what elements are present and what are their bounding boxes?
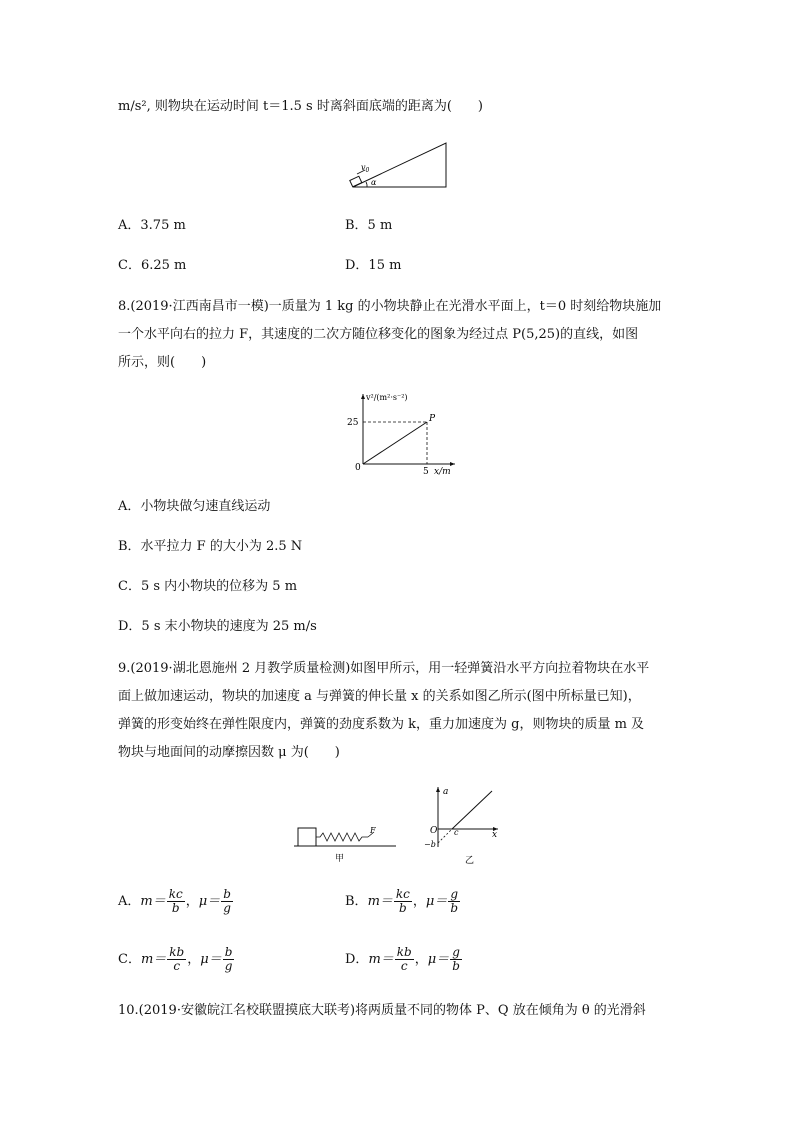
block-icon (298, 828, 316, 846)
q9-stem-line-4: 物块与地面间的动摩擦因数 μ 为( ) (118, 745, 340, 760)
q8-option-a[interactable]: A．小物块做匀速直线运动 (118, 499, 271, 514)
force-label: F (370, 826, 376, 835)
incline-figure (345, 138, 451, 194)
x-axis-label: x (492, 830, 498, 840)
origin-label: 0 (355, 463, 361, 473)
block-icon (350, 176, 362, 187)
figure-jia-caption: 甲 (335, 854, 345, 864)
q7-stem-tail: m/s², 则物块在运动时间 t＝1.5 s 时离斜面底端的距离为( ) (118, 99, 483, 114)
q9-option-a[interactable]: A．m＝ $\frac{kc}{b}$ ，μ＝ $\frac{b}{g}$ (118, 887, 231, 915)
v2-x-graph (335, 390, 460, 478)
q9-option-c[interactable]: C．m＝ $\frac{kb}{c}$ ，μ＝ $\frac{b}{g}$ (118, 945, 233, 973)
q7-option-b[interactable]: B．5 m (345, 218, 393, 233)
q7-option-a[interactable]: A．3.75 m (118, 218, 186, 233)
q9-stem-line-3: 弹簧的形变始终在弹性限度内，弹簧的劲度系数为 k，重力加速度为 g，则物块的质量 m 及 (118, 717, 645, 732)
a-axis-label: a (443, 787, 449, 797)
q7-option-c[interactable]: C．6.25 m (118, 258, 187, 273)
q9-stem-line-2: 面上做加速运动，物块的加速度 a 与弹簧的伸长量 x 的关系如图乙所示(图中所标量已知)， (118, 689, 641, 704)
origin-label: O (430, 826, 438, 836)
figure-yi-caption: 乙 (465, 856, 475, 866)
y-tick-25: 25 (347, 418, 359, 428)
neg-b-label: −b (424, 840, 436, 849)
q7-option-d[interactable]: D．15 m (345, 258, 402, 273)
q9-stem-line-1: 9.(2019·湖北恩施州 2 月教学质量检测)如图甲所示，用一轻弹簧沿水平方向拉着物块在水平 (118, 661, 650, 676)
q8-stem-line-3: 所示，则( ) (118, 355, 207, 370)
q10-stem-line-1: 10.(2019·安徽皖江名校联盟摸底大联考)将两质量不同的物体 P、Q 放在倾角为 θ 的光滑斜 (118, 1003, 646, 1018)
a-x-graph (422, 783, 502, 868)
q8-option-d[interactable]: D．5 s 末小物块的速度为 25 m/s (118, 619, 317, 634)
alpha-label: α (371, 178, 377, 187)
q9-option-b[interactable]: B．m＝ $\frac{kc}{b}$ ，μ＝ $\frac{g}{b}$ (345, 887, 459, 915)
point-p-label: P (429, 414, 436, 424)
graph-line (452, 791, 492, 829)
spring-icon (316, 833, 368, 841)
c-label: c (454, 828, 459, 837)
q8-stem-line-2: 一个水平向右的拉力 F，其速度的二次方随位移变化的图象为经过点 P(5,25)的直线，如图 (118, 327, 639, 342)
graph-line (363, 422, 427, 464)
v0-label: $v_0$ (361, 163, 370, 174)
x-tick-5: 5 (423, 467, 429, 477)
x-axis-label: x/m (434, 467, 451, 477)
q8-stem-line-1: 8.(2019·江西南昌市一模)一质量为 1 kg 的小物块静止在光滑水平面上，t＝0 时刻给物块施加 (118, 299, 662, 314)
y-axis-label: v²/(m²·s⁻²) (366, 393, 408, 402)
spring-block-figure (292, 818, 400, 868)
q9-option-d[interactable]: D．m＝ $\frac{kb}{c}$ ，μ＝ $\frac{g}{b}$ (345, 945, 460, 973)
q8-option-b[interactable]: B．水平拉力 F 的大小为 2.5 N (118, 539, 303, 554)
q8-option-c[interactable]: C．5 s 内小物块的位移为 5 m (118, 579, 298, 594)
